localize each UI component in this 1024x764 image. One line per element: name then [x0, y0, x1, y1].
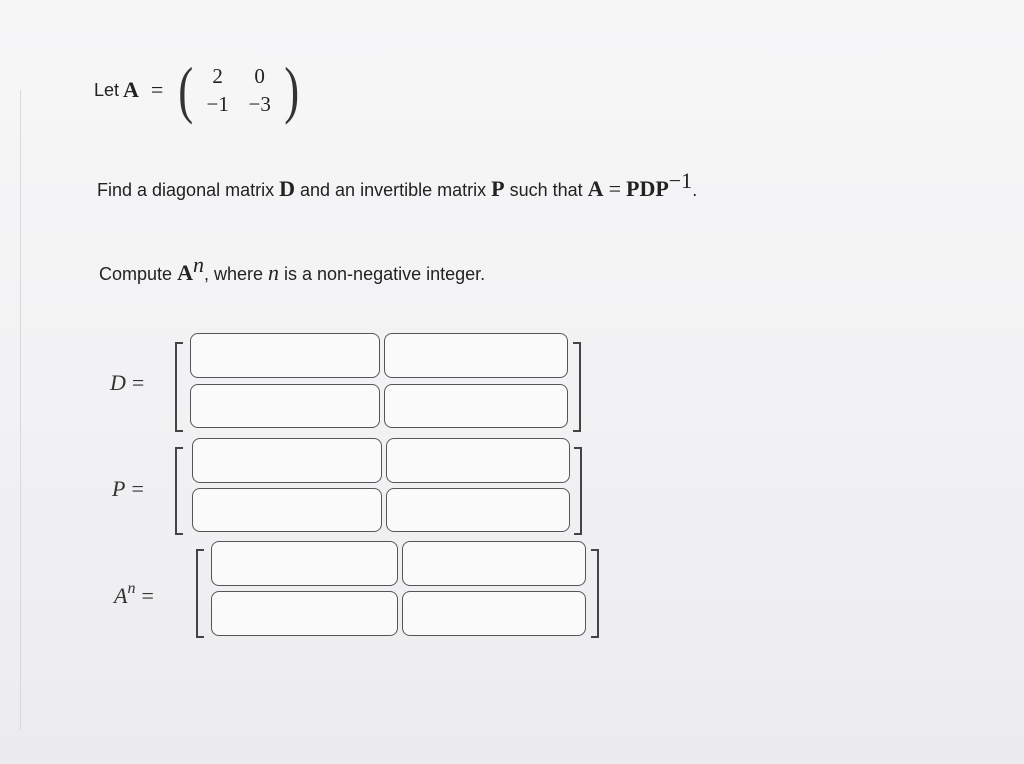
- equals-sign: =: [608, 176, 621, 201]
- compute-instruction: [99, 252, 485, 286]
- equals-sign: =: [141, 583, 154, 608]
- p-symbol: P: [491, 176, 505, 201]
- d-symbol: D: [279, 176, 295, 201]
- power-exponent: n: [127, 580, 136, 597]
- left-bracket: [175, 342, 183, 432]
- left-paren: (: [178, 54, 194, 125]
- n-symbol: n: [268, 260, 279, 285]
- p-entry-11-input[interactable]: [192, 438, 382, 483]
- instruction-text: , where: [203, 264, 263, 284]
- left-bracket: [196, 549, 204, 638]
- equals-sign: =: [131, 370, 145, 395]
- period: .: [692, 180, 698, 200]
- pdp-expression: PDP: [626, 176, 669, 201]
- an-entry-22-input[interactable]: [402, 591, 586, 636]
- right-bracket: [591, 549, 599, 638]
- margin-rule: [20, 90, 21, 730]
- d-answer-label: [110, 370, 144, 396]
- instruction-text: and an invertible matrix: [300, 180, 487, 200]
- p-label: P: [112, 476, 126, 501]
- instruction-text: Find a diagonal matrix: [97, 180, 275, 200]
- equals-sign: =: [150, 77, 164, 102]
- matrix-a-entry: −1: [206, 91, 229, 116]
- p-entry-21-input[interactable]: [192, 488, 382, 532]
- right-paren: ): [283, 54, 299, 125]
- matrix-a-entries: [197, 62, 281, 118]
- matrix-a-entry: 2: [212, 63, 223, 88]
- d-entry-21-input[interactable]: [190, 384, 380, 428]
- d-label: D: [110, 370, 126, 395]
- an-entry-12-input[interactable]: [402, 541, 586, 586]
- an-entry-11-input[interactable]: [211, 541, 398, 586]
- instruction-text: Compute: [99, 264, 173, 284]
- p-entry-22-input[interactable]: [386, 488, 570, 532]
- a-label: A: [114, 583, 128, 608]
- p-answer-label: [112, 476, 144, 502]
- right-bracket: [573, 342, 581, 432]
- d-entry-12-input[interactable]: [384, 333, 568, 378]
- equals-sign: =: [131, 476, 144, 501]
- power-exponent: n: [192, 252, 204, 277]
- p-entry-12-input[interactable]: [386, 438, 570, 483]
- d-entry-11-input[interactable]: [190, 333, 380, 378]
- diagonalize-instruction: [97, 168, 697, 202]
- right-bracket: [574, 447, 582, 535]
- matrix-definition: [94, 54, 302, 125]
- matrix-a-symbol: A: [123, 77, 139, 102]
- an-answer-label: [114, 580, 154, 609]
- an-entry-21-input[interactable]: [211, 591, 398, 636]
- d-entry-22-input[interactable]: [384, 384, 568, 428]
- instruction-text: is a non-negative integer.: [284, 264, 486, 284]
- left-bracket: [175, 447, 183, 535]
- a-symbol: A: [587, 176, 604, 201]
- matrix-a: [175, 54, 302, 125]
- matrix-a-entry: −3: [248, 91, 271, 116]
- let-text: Let: [94, 79, 120, 100]
- matrix-a-entry: 0: [254, 63, 265, 88]
- instruction-text: such that: [509, 180, 583, 200]
- a-symbol: A: [177, 260, 193, 285]
- inverse-exponent: −1: [668, 168, 693, 193]
